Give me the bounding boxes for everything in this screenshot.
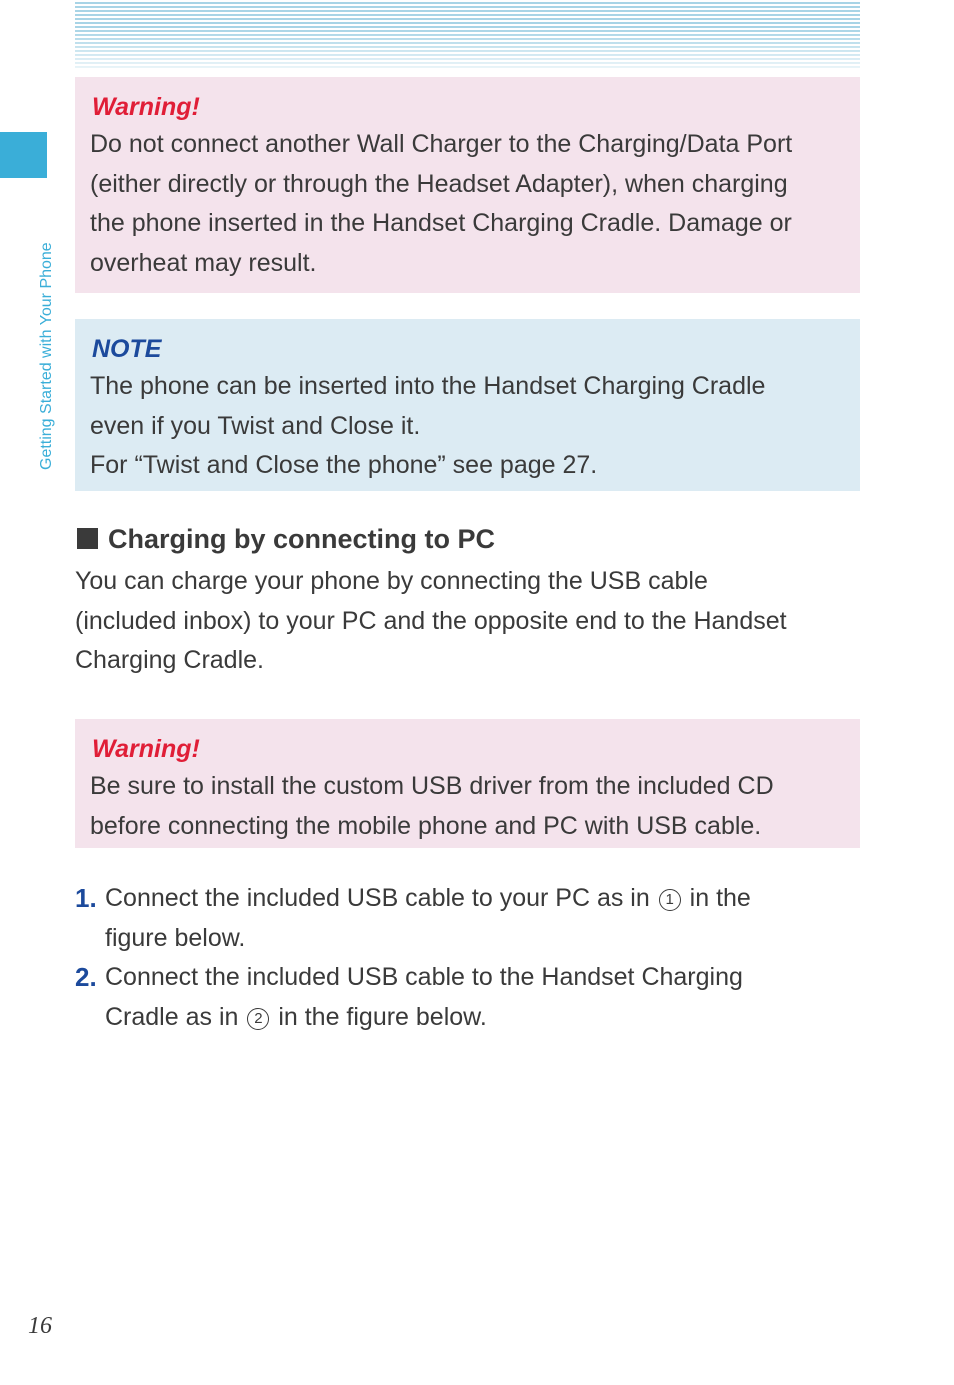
warning-box-usb-driver [75, 719, 860, 848]
body-text-line: Charging Cradle. [75, 646, 264, 674]
chapter-side-label: Getting Started with Your Phone [38, 242, 55, 470]
step-text-line: figure below. [105, 923, 246, 952]
step-text-line: Connect the included USB cable to the Handset Charging [105, 963, 743, 991]
note-title: NOTE [92, 335, 162, 363]
step-text: Cradle as in [105, 1002, 239, 1031]
step-item [75, 879, 751, 958]
section-body [75, 562, 787, 681]
body-text-line: You can charge your phone by connecting the USB cable [75, 567, 708, 595]
note-text-line: even if you Twist and Close it. [90, 411, 421, 440]
warning-title: Warning! [92, 93, 200, 121]
note-text-line: The phone can be inserted into the Handset Charging Cradle [90, 372, 766, 400]
step-text: Connect the included USB cable to your PC as in [105, 884, 650, 912]
step-item [75, 958, 751, 1037]
warning-text-line: Do not connect another Wall Charger to the Charging/Data Port [90, 130, 793, 158]
header-stripe-banner [75, 2, 860, 68]
step-text: in the figure below. [278, 1002, 487, 1031]
warning-text-line: overheat may result. [90, 248, 317, 277]
page-number: 16 [28, 1313, 52, 1339]
step-number: 1. [75, 883, 97, 913]
section-heading-text: Charging by connecting to PC [108, 524, 496, 554]
body-text-line: (included inbox) to your PC and the opposite end to the Handset [75, 606, 787, 635]
note-box-twist-close [75, 319, 860, 491]
warning-box-charger [75, 77, 860, 293]
warning-text-line: the phone inserted in the Handset Charging Cradle. Damage or [90, 209, 792, 237]
square-bullet-icon [77, 528, 98, 549]
step-text-line [75, 879, 751, 919]
warning-text-line: Be sure to install the custom USB driver from the included CD [90, 772, 774, 800]
circled-number-icon: 1 [659, 889, 681, 911]
warning-title: Warning! [92, 735, 200, 763]
warning-text-line: (either directly or through the Headset Adapter), when charging [90, 169, 788, 198]
section-heading [77, 524, 495, 555]
note-text-line: For “Twist and Close the phone” see page 27. [90, 451, 598, 479]
warning-text-line: before connecting the mobile phone and PC with USB cable. [90, 811, 762, 840]
circled-number-icon: 2 [247, 1008, 269, 1030]
step-text-line [75, 998, 751, 1038]
step-number: 2. [75, 962, 97, 992]
steps-list [75, 879, 751, 1037]
step-text: in the [689, 884, 751, 912]
